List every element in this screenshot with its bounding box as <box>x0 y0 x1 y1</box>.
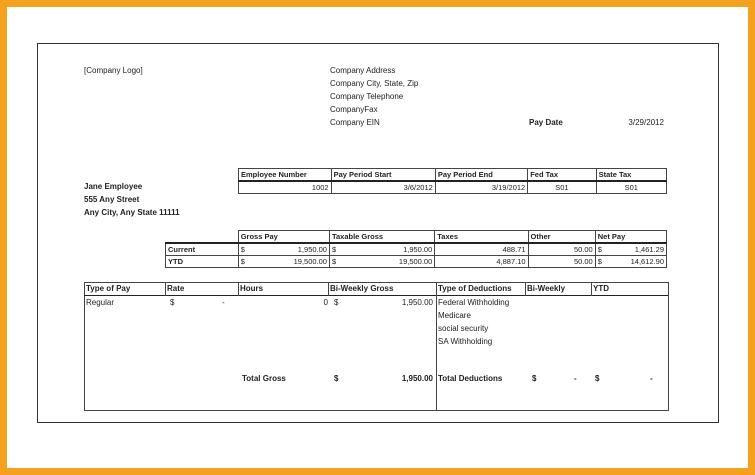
header-employee-number: Employee Number <box>239 169 332 182</box>
header-pay-period-start: Pay Period Start <box>331 169 435 182</box>
ytd-other: 50.00 <box>528 256 595 268</box>
total-ytd-value: - <box>650 374 653 383</box>
company-city-state-zip: Company City, State, Zip <box>330 79 419 88</box>
company-telephone: Company Telephone <box>330 92 404 101</box>
divider <box>238 282 239 296</box>
employee-name: Jane Employee <box>84 182 143 191</box>
hours-value: 0 <box>323 298 328 307</box>
pay-date-value: 3/29/2012 <box>628 118 664 127</box>
summary-corner <box>166 231 239 244</box>
pay-period-start-value: 3/6/2012 <box>331 181 435 194</box>
current-taxable-gross: 1,950.00 <box>403 245 433 254</box>
currency-symbol: $ <box>240 257 245 266</box>
currency-symbol: $ <box>331 245 337 254</box>
divider <box>165 282 166 296</box>
pay-type-value: Regular <box>86 298 115 307</box>
divider <box>436 282 437 410</box>
current-net-pay: 1,461.29 <box>634 245 664 254</box>
current-gross-pay: 1,950.00 <box>297 245 327 254</box>
header-state-tax: State Tax <box>596 169 666 182</box>
header-biweekly: Bi-Weekly <box>527 284 566 293</box>
pay-stub-sheet <box>37 43 719 423</box>
pay-period-end-value: 3/19/2012 <box>435 181 527 194</box>
header-taxable-gross: Taxable Gross <box>329 231 434 244</box>
header-net-pay: Net Pay <box>595 231 666 244</box>
biweekly-gross-value: 1,950.00 <box>401 298 433 307</box>
document-frame <box>7 7 748 468</box>
pay-summary-table <box>165 230 667 268</box>
currency-symbol: $ <box>334 298 339 307</box>
ytd-taxes: 4,887.10 <box>435 256 528 268</box>
ytd-taxable-gross: 19,500.00 <box>398 257 433 266</box>
current-other: 50.00 <box>528 243 595 256</box>
currency-symbol: $ <box>597 257 602 266</box>
divider <box>328 282 329 296</box>
header-ytd: YTD <box>593 284 609 293</box>
deduction-social-security: social security <box>438 324 489 333</box>
currency-symbol: $ <box>597 245 602 254</box>
currency-symbol: $ <box>595 374 600 383</box>
header-gross-pay: Gross Pay <box>238 231 329 244</box>
header-type-of-pay: Type of Pay <box>86 284 131 293</box>
header-taxes: Taxes <box>435 231 528 244</box>
deduction-federal: Federal Withholding <box>438 298 510 307</box>
row-label-current: Current <box>166 243 239 256</box>
currency-symbol: $ <box>334 374 339 383</box>
total-biweekly-value: - <box>574 374 577 383</box>
employee-number-value: 1002 <box>239 181 332 194</box>
company-ein: Company EIN <box>330 118 380 127</box>
company-fax: CompanyFax <box>330 105 378 114</box>
state-tax-value: S01 <box>596 181 666 194</box>
table-row <box>166 243 667 256</box>
company-address: Company Address <box>330 66 396 75</box>
ytd-gross-pay: 19,500.00 <box>293 257 327 266</box>
fed-tax-value: S01 <box>528 181 596 194</box>
employee-city: Any City, Any State 11111 <box>84 208 180 217</box>
total-gross-value: 1,950.00 <box>401 374 433 383</box>
divider <box>525 282 526 296</box>
header-fed-tax: Fed Tax <box>528 169 596 182</box>
ytd-net-pay: 14,612.90 <box>630 257 664 266</box>
header-biweekly-gross: Bi-Weekly Gross <box>330 284 394 293</box>
company-logo-placeholder: [Company Logo] <box>84 66 143 75</box>
current-taxes: 488.71 <box>435 243 528 256</box>
row-label-ytd: YTD <box>166 256 239 268</box>
header-type-of-deductions: Type of Deductions <box>438 284 512 293</box>
total-gross-label: Total Gross <box>242 374 286 383</box>
currency-symbol: $ <box>532 374 537 383</box>
employee-street: 555 Any Street <box>84 195 140 204</box>
header-pay-period-end: Pay Period End <box>435 169 527 182</box>
rate-value: - <box>222 298 225 307</box>
currency-symbol: $ <box>240 245 245 254</box>
currency-symbol: $ <box>170 298 175 307</box>
pay-date-label: Pay Date <box>529 118 563 127</box>
header-rate: Rate <box>167 284 185 293</box>
deduction-medicare: Medicare <box>438 311 471 320</box>
currency-symbol: $ <box>331 257 337 266</box>
header-other: Other <box>528 231 595 244</box>
employee-info-table <box>238 168 667 194</box>
table-row <box>166 256 667 268</box>
total-deductions-label: Total Deductions <box>438 374 503 383</box>
divider <box>591 282 592 296</box>
header-hours: Hours <box>240 284 264 293</box>
detail-header-divider <box>84 295 668 296</box>
deduction-sa-withholding: SA Withholding <box>438 337 493 346</box>
